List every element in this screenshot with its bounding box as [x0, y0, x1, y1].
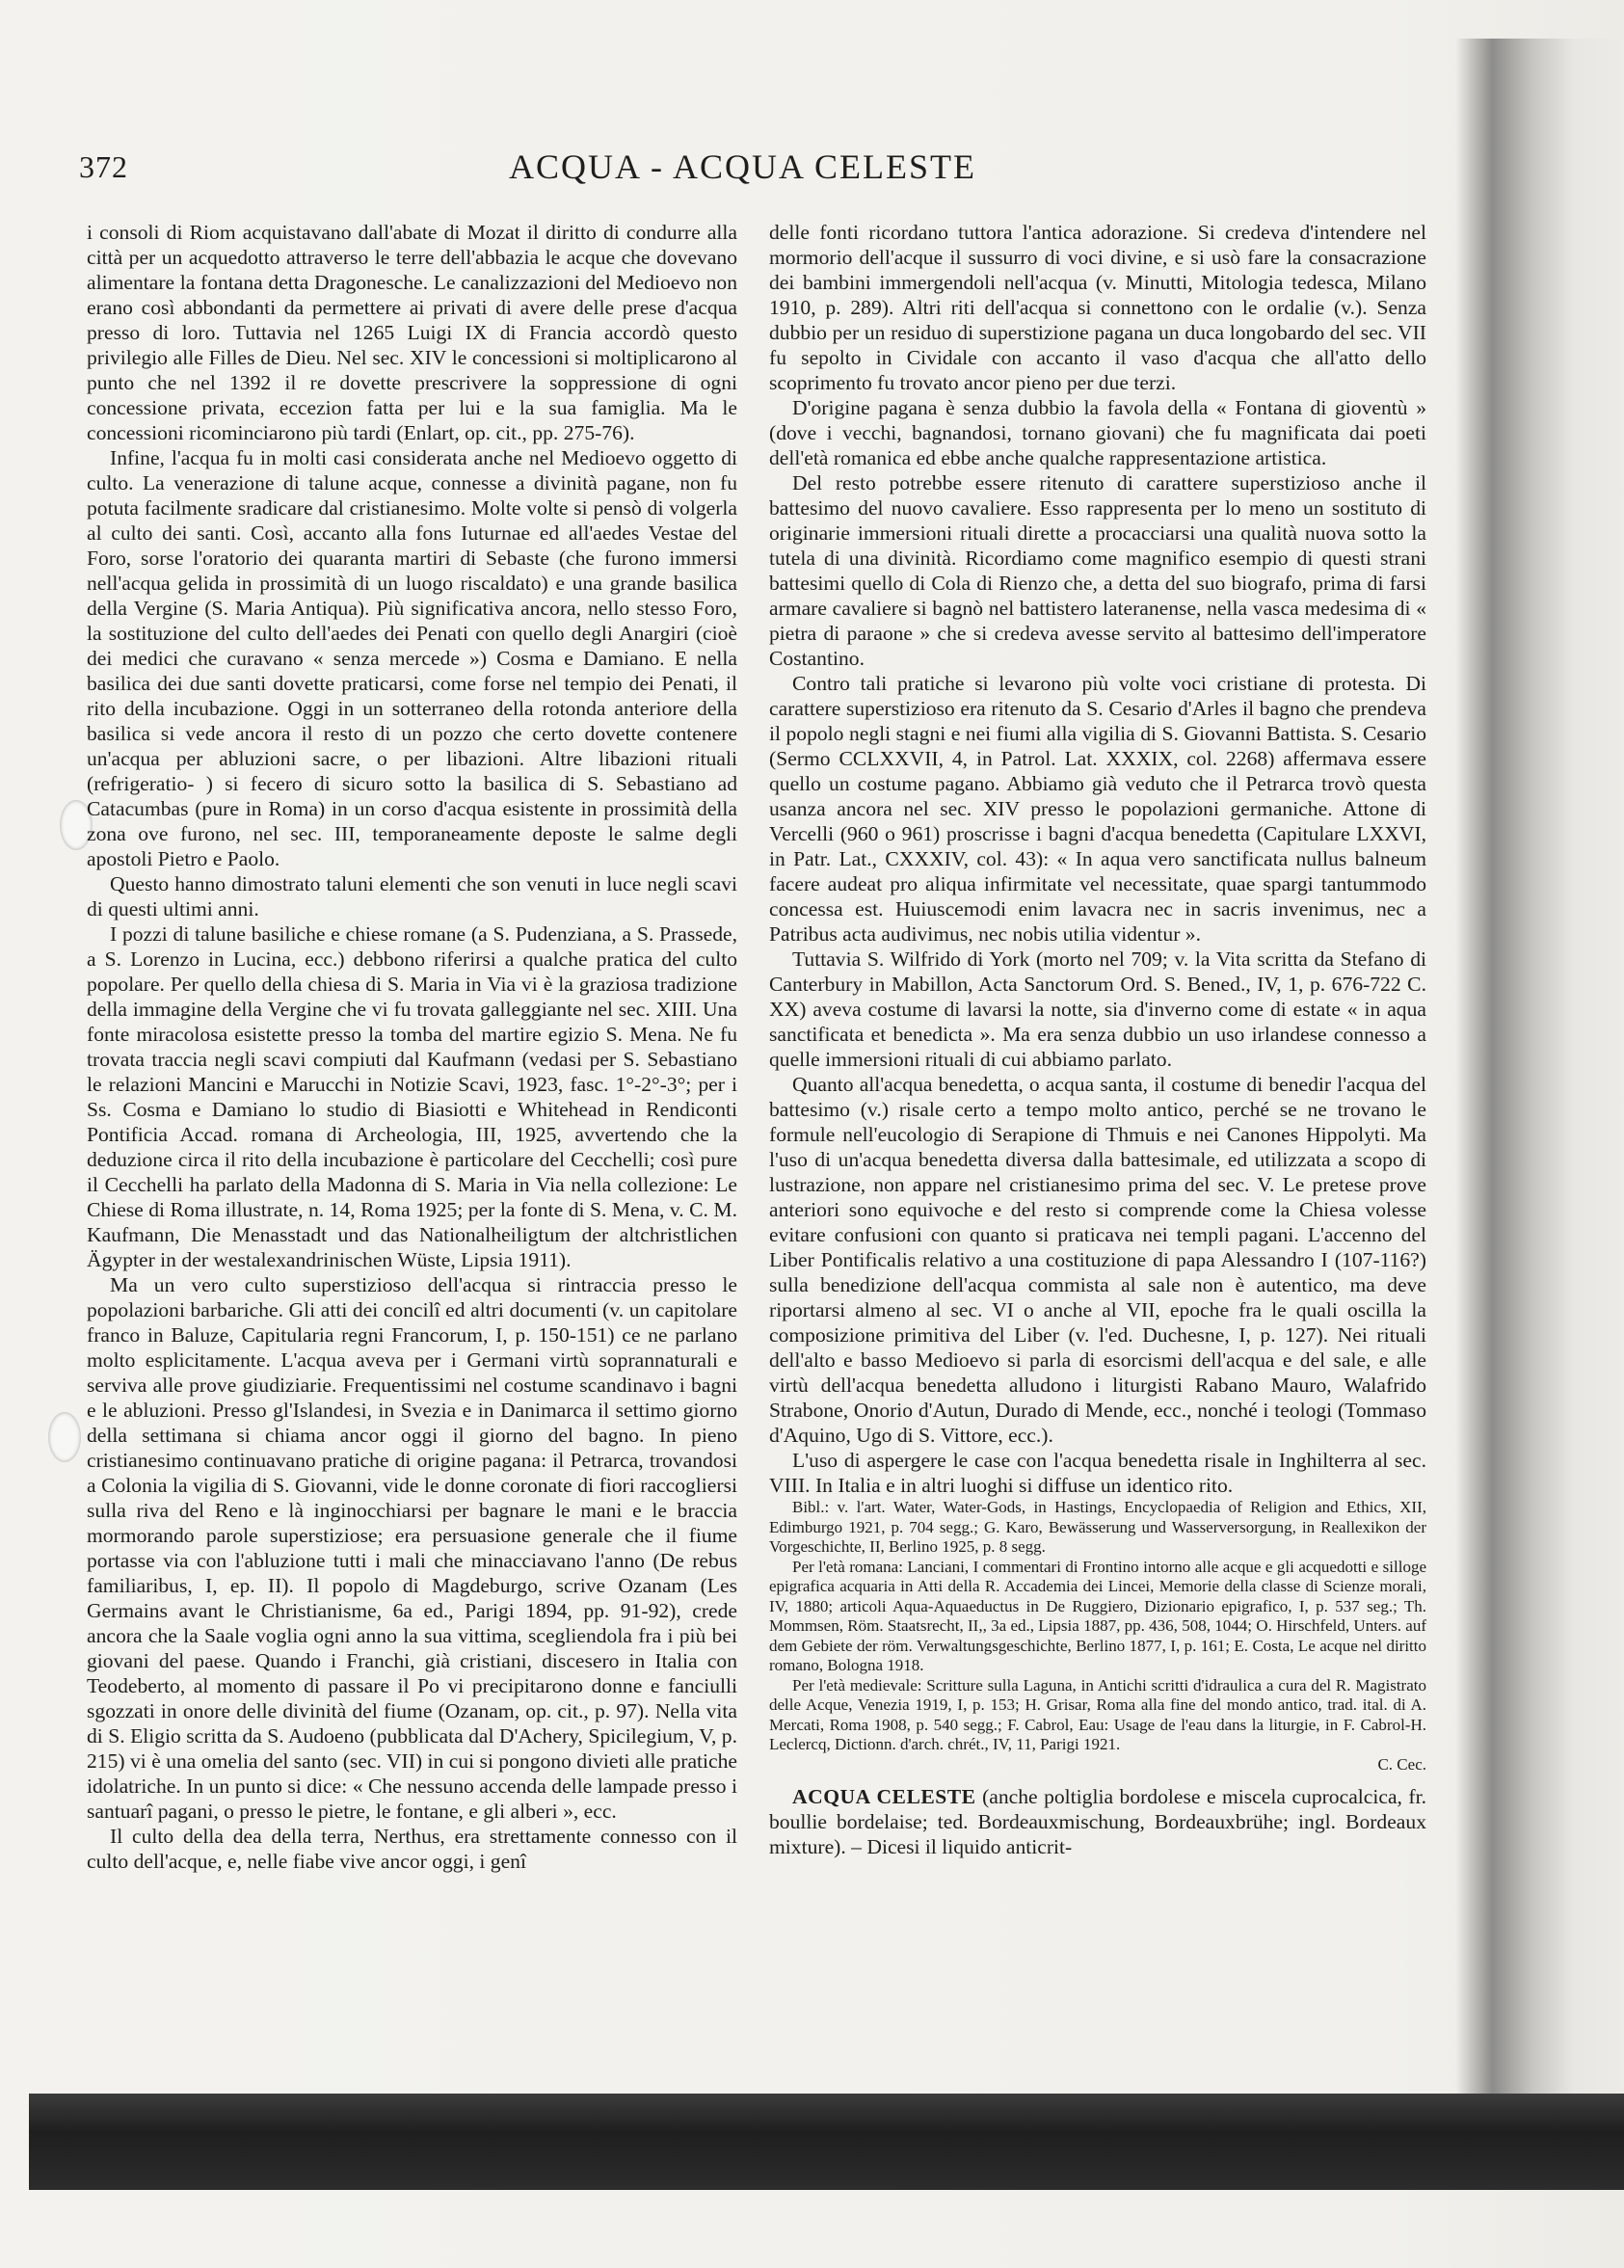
right-column: [769, 220, 1426, 1859]
paragraph: D'origine pagana è senza dubbio la favola della « Fontana di gioventù » (dove i vecchi, bagnandosi, tornano giovani) che fu magnificata dai poeti dell'età romanica ed ebbe anche qualche rappresentazione artistica.: [769, 396, 1426, 469]
paragraph: Quanto all'acqua benedetta, o acqua santa, il costume di benedir l'acqua del battesimo (v.) risale certo a tempo molto antico, perché se ne trovano le formule nell'eucologio di Serapione di Thmuis e nei Canones Hippolyti. Ma l'uso di un'acqua benedetta diversa dalla battesimale, ed utilizzata a scopo di lustrazione, non appare nel cristianesimo prima del sec. V. Le pretese prove anteriori sono equivoche e del resto si comprende come la Chiesa volesse evitare confusioni con quanto si praticava nei templi pagani. L'accenno del Liber Pontificalis relativo a una costituzione di papa Alessandro I (107-116?) sulla benedizione dell'acqua commista al sale non è autentico, ma deve riportarsi almeno al sec. VI o anche al VII, epoche fra le quali oscilla la composizione primitiva del Liber (v. l'ed. Duchesne, I, p. 127). Nei rituali dell'alto e basso Medioevo si parla di esorcismi dell'acqua e del sale, e alle virtù dell'acqua benedetta alludono i liturgisti Rabano Mauro, Walafrido Strabone, Onorio d'Autun, Durado di Mende, ecc., nonché i teologi (Tommaso d'Aquino, Ugo di S. Vittore, ecc.).: [769, 1073, 1426, 1447]
paragraph: Del resto potrebbe essere ritenuto di carattere superstizioso anche il battesimo del nuovo cavaliere. Esso rappresenta per lo meno un sostituto di originarie immersioni rituali dirette a procacciarsi una qualità nuova sotto la tutela di una divinità. Ricordiamo come magnifico esempio di questi strani battesimi quello di Cola di Rienzo che, a detta del suo biografo, prima di farsi armare cavaliere si bagnò nel battistero lateranense, nella vasca medesima di « pietra di paraone » che si credeva avesse servito al battesimo dell'imperatore Costantino.: [769, 471, 1426, 670]
paragraph: L'uso di aspergere le case con l'acqua benedetta risale in Inghilterra al sec. VIII. In Italia e in altri luoghi si diffuse un identico rito.: [769, 1449, 1426, 1497]
bibliography-entry: Per l'età medievale: Scritture sulla Laguna, in Antichi scritti d'idraulica a cura del R. Magistrato delle Acque, Venezia 1919, I, p. 153; H. Grisar, Roma alla fine del mondo antico, trad. ital. di A. Mercati, Roma 1908, p. 540 segg.; F. Cabrol, Eau: Usage de l'eau dans la liturgie, in F. Cabrol-H. Leclercq, Dictionn. d'arch. chrét., IV, 11, Parigi 1921.: [769, 1675, 1426, 1753]
paragraph: i consoli di Riom acquistavano dall'abate di Mozat il diritto di condurre alla città per un acquedotto attraverso le terre dell'abbazia le acque che dovevano alimentare la fontana detta Dragonesche. Le canalizzazioni del Medioevo non erano così abbondanti da permettere ai privati di avere delle prese d'acqua presso di loro. Tuttavia nel 1265 Luigi IX di Francia accordò questo privilegio alle Filles de Dieu. Nel sec. XIV le concessioni si moltiplicarono al punto che nel 1392 il re dovette prescrivere la soppressione di ogni concessione privata, eccezion fatta per lui e la sua famiglia. Ma le concessioni ricominciarono più tardi (Enlart, op. cit., pp. 275-76).: [87, 221, 737, 444]
running-head: ACQUA - ACQUA CELESTE: [509, 147, 977, 186]
paragraph: Infine, l'acqua fu in molti casi considerata anche nel Medioevo oggetto di culto. La venerazione di talune acque, connesse a divinità pagane, non fu potuta facilmente sradicare dal cristianesimo. Molte volte si pensò di volgerla al culto dei santi. Così, accanto alla fons Iuturnae ed all'aedes Vestae del Foro, sorse l'oratorio dei quaranta martiri di Sebaste (che furono immersi nell'acqua gelida in prossimità di un luogo riscaldato) e una grande basilica della Vergine (S. Maria Antiqua). Più significativa ancora, nello stesso Foro, la sostituzione del culto dell'aedes dei Penati con quello degli Anargiri (cioè dei medici che curavano « senza mercede ») Cosma e Damiano. E nella basilica dei due santi dovette praticarsi, come forse nel tempio dei Penati, il rito della incubazione. Oggi in un sotterraneo della rotonda anteriore della basilica si vede ancora il resto di un pozzo che certo dovette contenere un'acqua per abluzioni sacre, o per libazioni. Altre libazioni rituali (refrigeratio- ) si fecero di sicuro sotto la basilica di S. Sebastiano ad Catacumbas (pure in Roma) in un corso d'acqua esistente in prossimità della zona ove furono, nel sec. III, temporaneamente deposte le salme degli apostoli Pietro e Paolo.: [87, 446, 737, 870]
paragraph: I pozzi di talune basiliche e chiese romane (a S. Pudenziana, a S. Prassede, a S. Lorenzo in Lucina, ecc.) debbono riferirsi a qualche pratica del culto popolare. Per quello della chiesa di S. Maria in Via vi è la graziosa tradizione della immagine della Vergine che vi fu trovata galleggiante nel sec. XIII. Una fonte miracolosa esistette presso la tomba del martire egizio S. Mena. Ne fu trovata traccia negli scavi compiuti dal Kaufmann (vedasi per S. Sebastiano le relazioni Mancini e Marucchi in Notizie Scavi, 1923, fasc. 1°-2°-3°; per i Ss. Cosma e Damiano lo studio di Biasiotti e Whitehead in Rendiconti Pontificia Accad. romana di Archeologia, III, 1925, avvertendo che la deduzione circa il rito della incubazione è particolare del Cecchelli; così pure il Cecchelli ha parlato della Madonna di S. Maria in Via nella collezione: Le Chiese di Roma illustrate, n. 14, Roma 1925; per la fonte di S. Mena, v. C. M. Kaufmann, Die Menasstadt und das Nationalheiligtum der altchristlichen Ägypter in der westalexandrinischen Wüste, Lipsia 1911).: [87, 922, 737, 1271]
author-signature: C. Cec.: [1377, 1754, 1426, 1774]
bibliography: [769, 1498, 1426, 1774]
paragraph: Tuttavia S. Wilfrido di York (morto nel 709; v. la Vita scritta da Stefano di Canterbury in Mabillon, Acta Sanctorum Ord. S. Bened., IV, 1, p. 676-722 C. XX) aveva costume di lavarsi la notte, sia d'inverno come di estate « in aqua sanctificata et benedicta ». Ma era senza dubbio un uso irlandese connesso a quelle immersioni rituali di cui abbiamo parlato.: [769, 947, 1426, 1071]
paragraph: Contro tali pratiche si levarono più volte voci cristiane di protesta. Di carattere superstizioso era ritenuto da S. Cesario d'Arles il bagno che prendeva il popolo negli stagni e nei fiumi alla vigilia di S. Giovanni Battista. S. Cesario (Sermo CCLXXVII, 4, in Patrol. Lat. XXXIX, col. 2268) affermava essere quello un costume pagano. Abbiamo già veduto che il Petrarca trovò questa usanza ancora nel sec. XIV presso le popolazioni germaniche. Attone di Vercelli (960 o 961) proscrisse i bagni d'acqua benedetta (Capitulare LXXVI, in Patr. Lat., CXXXIV, col. 43): « In aqua vero sanctificata nullus balneum facere audeat pro aliqua infirmitate vel necessitate, quae spargi tantummodo concessa est. Huiuscemodi enim lavacra nec in sacris invenimus, nec a Patribus acta audivimus, nec nobis utilia videntur ».: [769, 672, 1426, 946]
paragraph: delle fonti ricordano tuttora l'antica adorazione. Si credeva d'intendere nel mormorio dell'acque il sussurro di voci divine, e si usò fare la consacrazione dei bambini immergendoli nell'acqua (v. Minutti, Mitologia tedesca, Milano 1910, p. 289). Altri riti dell'acqua si connettono con le ordalie (v.). Senza dubbio per un residuo di superstizione pagana un duca longobardo del sec. VII fu sepolto in Cividale con accanto il vaso d'acqua che all'atto dello scoprimento fu trovato ancor pieno per due terzi.: [769, 221, 1426, 394]
entry-headword: ACQUA CELESTE: [792, 1785, 976, 1808]
paragraph: Il culto della dea della terra, Nerthus, era strettamente connesso con il culto dell'acque, e, nelle fiabe vive ancor oggi, i genî: [87, 1825, 737, 1873]
scan-edge-shadow: [1455, 39, 1624, 2101]
paragraph: Ma un vero culto superstizioso dell'acqua si rintraccia presso le popolazioni barbariche. Gli atti dei concilî ed altri documenti (v. un capitolare franco in Baluze, Capitularia regni Francorum, I, p. 150-151) ce ne parlano molto esplicitamente. L'acqua aveva per i Germani virtù soprannaturali e serviva alle prove giudiziarie. Frequentissimi nel costume scandinavo i bagni e le abluzioni. Presso gl'Islandesi, in Svezia e in Danimarca il settimo giorno della settimana si chiama ancor oggi il giorno del bagno. In pieno cristianesimo continuavano pratiche di origine pagana: il Petrarca, trovandosi a Colonia la vigilia di S. Giovanni, vide le donne coronate di fiori raccogliersi sulla riva del Reno e là inginocchiarsi per bagnare le mani e le braccia mormorando parole superstiziose; era persuasione generale che il fiume portasse via con l'abluzione tutti i mali che minacciavano l'anno (De rebus familiaribus, I, ep. II). Il popolo di Magdeburgo, scrive Ozanam (Les Germains avant le Christianisme, 6a ed., Parigi 1894, pp. 91-92), crede ancora che la Saale voglia ogni anno la sua vittima, scegliendola fra i più bei giovani del paese. Quando i Franchi, già cristiani, discesero in Italia con Teodeberto, al momento di passare il Po vi precipitarono donne e fanciulli sgozzati in onore delle divinità del fiume (Ozanam, op. cit., p. 97). Nella vita di S. Eligio scritta da S. Audoeno (pubblicata dal D'Achery, Spicilegium, V, p. 215) vi è una omelia del santo (sec. VII) in cui si pongono divieti alle pratiche idolatriche. In un punto si dice: « Che nessuno accenda delle lampade presso i santuarî pagani, o presso le pietre, le fontane, e gli alberi », ecc.: [87, 1273, 737, 1823]
bibliography-entry: Per l'età romana: Lanciani, I commentari di Frontino intorno alle acque e gli acquedotti e silloge epigrafica acquaria in Atti della R. Accademia dei Lincei, Memorie della classe di Scienze morali, IV, 1880; articoli Aqua-Aquaeductus in De Ruggiero, Dizionario epigrafico, I, p. 537 seg.; Th. Mommsen, Röm. Staatsrecht, II,, 3a ed., Lipsia 1887, pp. 436, 508, 1044; O. Hirschfeld, Unters. auf dem Gebiete der röm. Verwaltungsgeschichte, Berlino 1877, I, p. 161; E. Costa, Le acque nel diritto romano, Bologna 1918.: [769, 1557, 1426, 1674]
punch-hole-lower: [48, 1412, 81, 1462]
bibliography-entry: Bibl.: v. l'art. Water, Water-Gods, in Hastings, Encyclopaedia of Religion and Ethics, XII, Edimburgo 1921, p. 704 segg.; G. Karo, Bewässerung und Wasserversorgung, in Reallexikon der Vorgeschichte, II, Berlino 1925, p. 8 segg.: [769, 1498, 1426, 1556]
next-entry: [769, 1784, 1426, 1859]
page-number: 372: [79, 149, 128, 184]
paragraph: Questo hanno dimostrato taluni elementi che son venuti in luce negli scavi di questi ultimi anni.: [87, 872, 737, 921]
left-column: [87, 220, 737, 1874]
scan-bottom-band: [29, 2094, 1624, 2190]
entry-text: (anche poltiglia bordolese e miscela cuprocalcica, fr. boullie bordelaise; ted. Bordeauxmischung, Bordeauxbrühe; ingl. Bordeaux mixture). – Dicesi il liquido anticrit-: [769, 1785, 1426, 1858]
